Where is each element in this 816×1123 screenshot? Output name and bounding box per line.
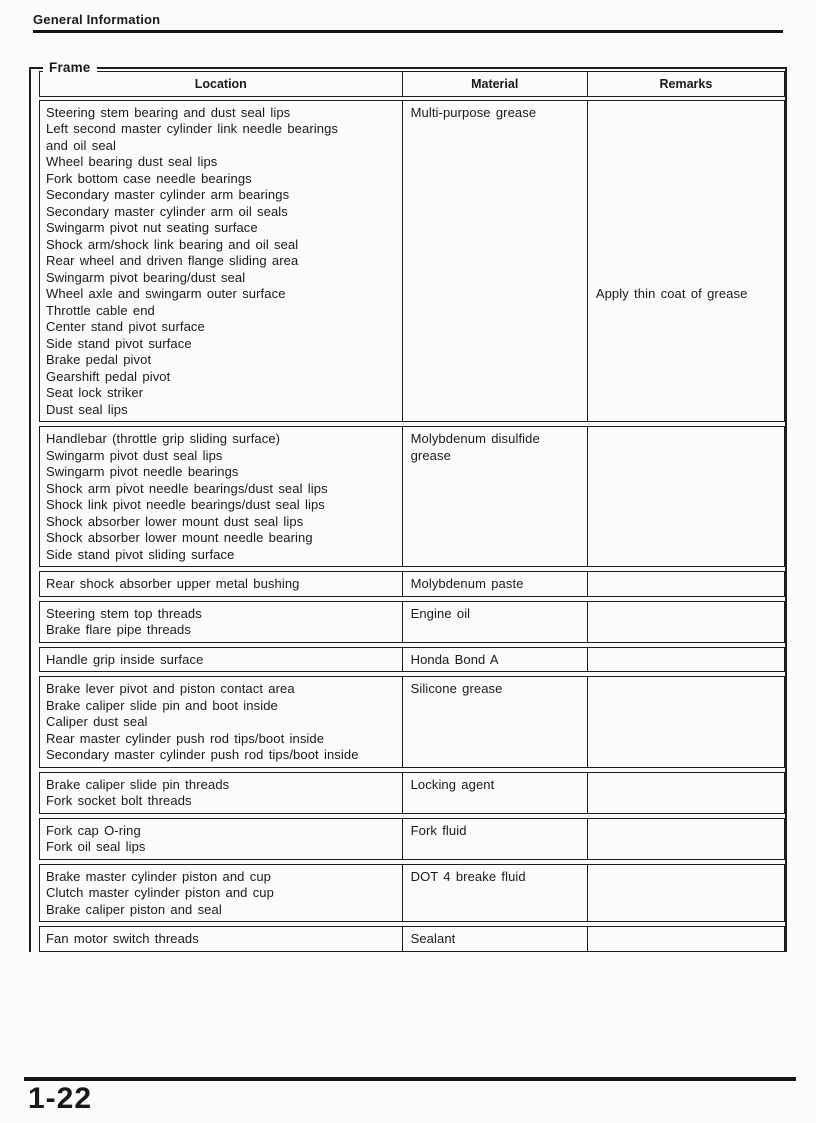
material-line: Locking agent xyxy=(410,776,495,792)
location-line: Shock arm pivot needle bearings/dust seal lips xyxy=(46,480,328,496)
material-cell xyxy=(402,648,587,672)
table-row xyxy=(39,676,785,768)
location-line: Rear shock absorber upper metal bushing xyxy=(46,576,300,591)
location-line: Fork bottom case needle bearings xyxy=(46,170,252,186)
location-line: Swingarm pivot nut seating surface xyxy=(46,220,258,235)
location-line: Secondary master cylinder push rod tips/boot inside xyxy=(46,747,359,762)
table-row xyxy=(39,818,785,860)
material-cell xyxy=(402,427,587,566)
location-line: and oil seal xyxy=(46,137,116,153)
table-row xyxy=(39,100,785,423)
table-header-row xyxy=(39,71,785,97)
location-line: Clutch master cylinder piston and cup xyxy=(46,885,274,900)
location-line: Secondary master cylinder arm oil seals xyxy=(46,203,288,219)
header-rule xyxy=(33,30,783,33)
material-line: Silicone grease xyxy=(410,681,503,696)
remarks-cell xyxy=(587,865,784,922)
location-line: Shock absorber lower mount needle bearing xyxy=(46,530,313,545)
location-line: Left second master cylinder link needle bearings xyxy=(46,121,339,136)
location-line: Shock arm/shock link bearing and oil seal xyxy=(46,236,299,252)
material-cell xyxy=(402,602,587,642)
table-body xyxy=(39,100,785,952)
remarks-cell xyxy=(587,602,784,642)
location-line: Swingarm pivot dust seal lips xyxy=(46,447,223,463)
location-line: Side stand pivot sliding surface xyxy=(46,546,235,562)
material-cell xyxy=(402,101,587,422)
table-row xyxy=(39,864,785,923)
remarks-cell xyxy=(587,773,784,813)
table-row xyxy=(39,926,785,952)
location-line: Secondary master cylinder arm bearings xyxy=(46,187,290,202)
material-cell xyxy=(402,927,587,951)
location-cell xyxy=(40,427,402,566)
location-line: Rear wheel and driven flange sliding area xyxy=(46,253,299,268)
location-line: Center stand pivot surface xyxy=(46,319,205,334)
location-line: Shock link pivot needle bearings/dust seal lips xyxy=(46,497,325,512)
location-cell xyxy=(40,677,402,767)
material-cell xyxy=(402,572,587,596)
location-cell xyxy=(40,865,402,922)
remarks-cell xyxy=(587,427,784,566)
location-line: Brake caliper slide pin threads xyxy=(46,776,230,792)
lubrication-table xyxy=(39,71,785,952)
material-line: grease xyxy=(410,447,451,463)
column-header-remarks: Remarks xyxy=(587,72,784,96)
location-line: Brake pedal pivot xyxy=(46,352,152,367)
location-cell xyxy=(40,648,402,672)
material-line: Sealant xyxy=(410,931,456,946)
location-cell xyxy=(40,819,402,859)
material-line: Engine oil xyxy=(410,605,471,621)
location-line: Handle grip inside surface xyxy=(46,651,204,667)
frame-section xyxy=(29,60,787,952)
location-line: Throttle cable end xyxy=(46,302,155,318)
material-line: Fork fluid xyxy=(410,822,467,838)
location-line: Rear master cylinder push rod tips/boot inside xyxy=(46,730,325,746)
location-line: Fork cap O-ring xyxy=(46,822,141,838)
material-line: Molybdenum disulfide xyxy=(410,431,540,446)
location-cell xyxy=(40,773,402,813)
page-title: General Information xyxy=(33,12,161,27)
location-line: Swingarm pivot bearing/dust seal xyxy=(46,269,246,285)
remarks-cell xyxy=(587,101,784,422)
material-cell xyxy=(402,677,587,767)
location-line: Steering stem top threads xyxy=(46,605,202,621)
remarks-cell xyxy=(587,677,784,767)
material-cell xyxy=(402,819,587,859)
location-line: Wheel axle and swingarm outer surface xyxy=(46,286,286,301)
material-cell xyxy=(402,773,587,813)
location-cell xyxy=(40,602,402,642)
material-line: DOT 4 breake fluid xyxy=(410,868,526,884)
location-line: Dust seal lips xyxy=(46,401,128,417)
location-line: Shock absorber lower mount dust seal lips xyxy=(46,513,304,529)
location-line: Brake master cylinder piston and cup xyxy=(46,868,271,884)
location-line: Fork socket bolt threads xyxy=(46,793,192,808)
location-line: Wheel bearing dust seal lips xyxy=(46,154,218,169)
location-line: Fork oil seal lips xyxy=(46,839,146,854)
location-line: Seat lock striker xyxy=(46,385,144,400)
frame-section-label: Frame xyxy=(43,60,97,75)
material-line: Molybdenum paste xyxy=(410,576,524,591)
table-row xyxy=(39,601,785,643)
location-line: Brake flare pipe threads xyxy=(46,622,191,637)
remarks-cell xyxy=(587,819,784,859)
location-line: Steering stem bearing and dust seal lips xyxy=(46,104,291,120)
table-row xyxy=(39,772,785,814)
location-line: Fan motor switch threads xyxy=(46,931,199,946)
location-line: Brake lever pivot and piston contact area xyxy=(46,681,295,696)
location-cell xyxy=(40,572,402,596)
remarks-cell xyxy=(587,572,784,596)
location-line: Swingarm pivot needle bearings xyxy=(46,464,239,479)
table-row xyxy=(39,426,785,567)
table-row xyxy=(39,571,785,597)
remarks-cell xyxy=(587,927,784,951)
footer-rule xyxy=(24,1077,796,1081)
page-number: 1-22 xyxy=(28,1082,93,1115)
location-line: Brake caliper piston and seal xyxy=(46,901,222,917)
location-line: Caliper dust seal xyxy=(46,714,148,729)
material-line: Multi-purpose grease xyxy=(410,104,537,120)
remarks-cell xyxy=(587,648,784,672)
remarks-text: Apply thin coat of grease xyxy=(595,286,748,301)
location-line: Handlebar (throttle grip sliding surface) xyxy=(46,431,281,446)
column-header-material: Material xyxy=(402,72,587,96)
location-line: Side stand pivot surface xyxy=(46,335,192,351)
material-line: Honda Bond A xyxy=(410,651,499,667)
location-line: Gearshift pedal pivot xyxy=(46,368,171,384)
material-cell xyxy=(402,865,587,922)
location-line: Brake caliper slide pin and boot inside xyxy=(46,697,278,713)
table-row xyxy=(39,647,785,673)
location-cell xyxy=(40,927,402,951)
column-header-location: Location xyxy=(194,77,247,91)
location-cell xyxy=(40,101,402,422)
